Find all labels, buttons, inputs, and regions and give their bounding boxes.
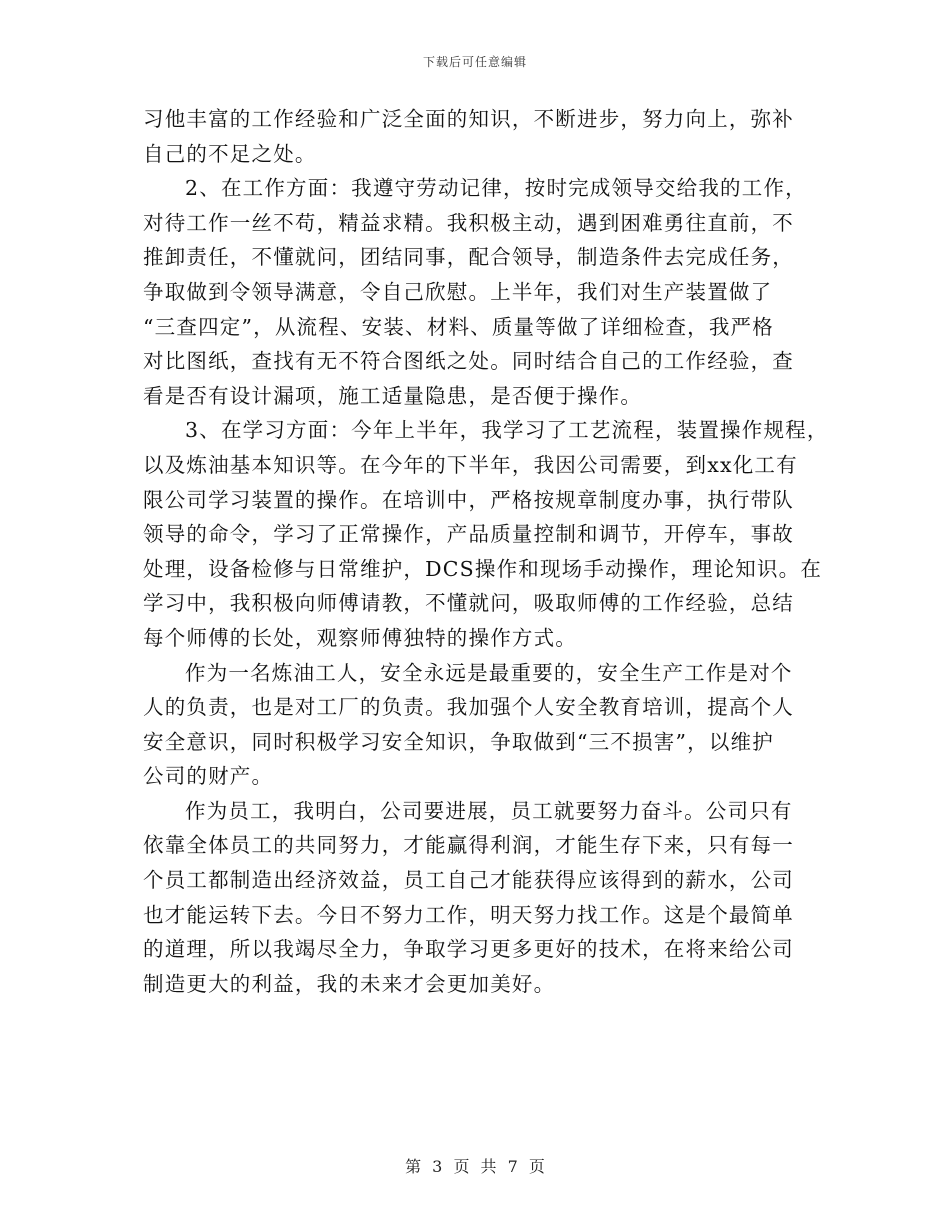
body-line: 作为员工，我明白，公司要进展，员工就要努力奋斗。公司只有 bbox=[185, 798, 793, 823]
body-line: 推卸责任，不懂就问，团结同事，配合领导，制造条件去完成任务， bbox=[143, 245, 794, 270]
body-line: 自己的不足之处。 bbox=[143, 141, 317, 166]
document-body bbox=[143, 102, 829, 1001]
body-line: 对待工作一丝不苟，精益求精。我积极主动，遇到困难勇往直前，不 bbox=[143, 210, 794, 235]
body-line: 处理，设备检修与日常维护，DCS操作和现场手动操作，理论知识。在 bbox=[143, 556, 823, 581]
body-line: 制造更大的利益，我的未来才会更加美好。 bbox=[143, 971, 556, 996]
page-header: 下载后可任意编辑 bbox=[422, 55, 527, 69]
body-line: 争取做到令领导满意，令自己欣慰。上半年，我们对生产装置做了 bbox=[143, 279, 773, 304]
body-line: 作为一名炼油工人，安全永远是最重要的，安全生产工作是对个 bbox=[185, 660, 793, 685]
body-line: 依靠全体员工的共同努力，才能赢得利润，才能生存下来，只有每一 bbox=[143, 833, 794, 858]
body-line: 3、在学习方面：今年上半年，我学习了工艺流程，装置操作规程， bbox=[185, 418, 829, 443]
body-line: 的道理，所以我竭尽全力，争取学习更多更好的技术，在将来给公司 bbox=[143, 937, 794, 962]
body-line: 个员工都制造出经济效益，员工自己才能获得应该得到的薪水，公司 bbox=[143, 868, 794, 893]
page-number-footer: 第 3 页 共 7 页 bbox=[405, 1157, 545, 1176]
body-line: 每个师傅的长处，观察师傅独特的操作方式。 bbox=[143, 625, 577, 650]
body-line: 习他丰富的工作经验和广泛全面的知识，不断进步，努力向上，弥补 bbox=[143, 107, 794, 131]
body-line: 对比图纸，查找有无不符合图纸之处。同时结合自己的工作经验，查 bbox=[143, 349, 794, 374]
body-line: 限公司学习装置的操作。在培训中，严格按规章制度办事，执行带队 bbox=[143, 487, 794, 512]
body-line: 公司的财产。 bbox=[143, 764, 274, 789]
body-line: 安全意识，同时积极学习安全知识，争取做到“三不损害”，以维护 bbox=[143, 729, 774, 754]
body-line: 看是否有设计漏项，施工适量隐患，是否便于操作。 bbox=[143, 383, 643, 408]
body-line: 领导的命令，学习了正常操作，产品质量控制和调节，开停车，事故 bbox=[143, 522, 794, 547]
body-line: 以及炼油基本知识等。在今年的下半年，我因公司需要，到xx化工有 bbox=[143, 452, 798, 477]
body-line: 也才能运转下去。今日不努力工作，明天努力找工作。这是个最简单 bbox=[143, 902, 794, 927]
body-line: 2、在工作方面：我遵守劳动记律，按时完成领导交给我的工作， bbox=[185, 176, 807, 201]
body-line: “三查四定”，从流程、安装、材料、质量等做了详细检查，我严格 bbox=[143, 314, 774, 339]
body-line: 人的负责，也是对工厂的负责。我加强个人安全教育培训，提高个人 bbox=[143, 695, 794, 720]
body-line: 学习中，我积极向师傅请教，不懂就问，吸取师傅的工作经验，总结 bbox=[143, 591, 794, 616]
